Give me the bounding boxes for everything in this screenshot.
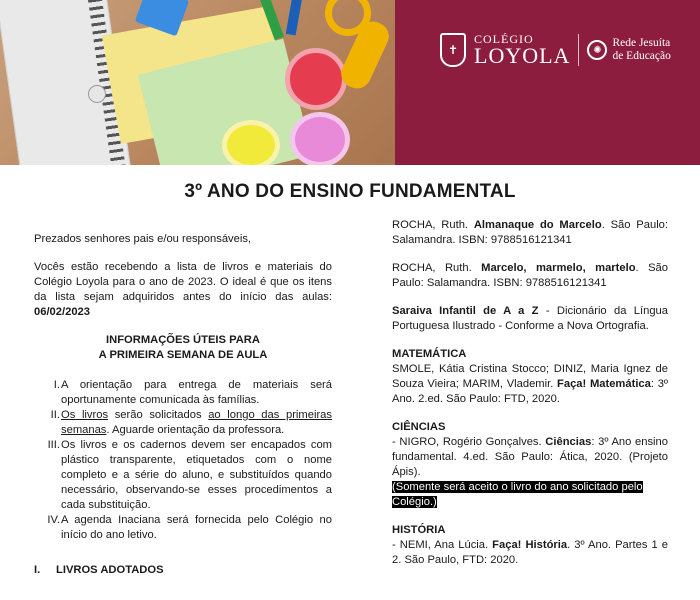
- book-entry: [392, 261, 668, 291]
- paint-pot-pink: [290, 112, 350, 165]
- book-details: . 3º Ano. Partes 1 e 2. São Paulo, FTD: 2020.: [392, 539, 668, 566]
- info-item: [34, 378, 332, 408]
- book-title: Saraiva Infantil de A a Z: [392, 305, 539, 317]
- highlighted-note: (Somente será aceito o livro do ano solicitado pelo Colégio.): [392, 481, 643, 508]
- school-logo: [440, 25, 671, 75]
- item-text-part: serão solicitados: [108, 409, 209, 421]
- book-entry: [392, 435, 668, 480]
- logo-divider: [578, 34, 579, 66]
- info-heading-1: INFORMAÇÕES ÚTEIS PARA: [106, 334, 260, 346]
- book-author: ROCHA, Ruth.: [392, 219, 474, 231]
- book-entry: [392, 218, 668, 248]
- book-author: - NIGRO, Rogério Gonçalves.: [392, 436, 546, 448]
- book-entry: [392, 538, 668, 568]
- left-column: [34, 232, 332, 578]
- book-details: . São Paulo: Salamandra. ISBN: 9788516121341: [392, 219, 669, 246]
- document-title: 3º ANO DO ENSINO FUNDAMENTAL: [184, 181, 516, 202]
- book-author: SMOLE, Kátia Cristina Stocco; DINIZ, Maria Ignez de Souza Vieira; MARIM, Vlademir.: [392, 363, 668, 390]
- book-title: Almanaque do Marcelo: [473, 219, 602, 231]
- info-heading-2: A PRIMEIRA SEMANA DE AULA: [98, 349, 268, 361]
- network-icon: ✺: [587, 40, 607, 60]
- book-entry: [392, 304, 668, 334]
- intro-text: Vocês estão recebendo a lista de livros e materiais do Colégio Loyola para o ano de 2023. O ideal é que os itens da lista sejam adquiridos antes do início das aulas:: [34, 261, 332, 303]
- math-heading: MATEMÁTICA: [392, 348, 467, 360]
- book-title: Ciências: [545, 436, 592, 448]
- college-name: [474, 33, 570, 67]
- book-details: : 3º Ano ensino fundamental. 4.ed. São Paulo: Ática, 2020. (Projeto Ápis).: [392, 436, 668, 478]
- item-text: A agenda Inaciana será fornecida pelo Colégio no início do ano letivo.: [61, 514, 332, 541]
- section-label: LIVROS ADOTADOS: [56, 564, 164, 576]
- network-line-2: de Educação: [612, 50, 671, 62]
- paint-pot-red: [285, 48, 347, 110]
- book-title: Marcelo, marmelo, martelo: [481, 262, 636, 274]
- science-heading: CIÊNCIAS: [392, 421, 446, 433]
- book-details: : 3º Ano. 2.ed. São Paulo: FTD, 2020.: [392, 378, 668, 405]
- item-number: II.: [50, 409, 60, 421]
- crest-icon: ✝: [440, 33, 466, 67]
- header-banner: [0, 0, 700, 165]
- logo-big-text: LOYOLA: [474, 43, 571, 68]
- books-section-heading: [34, 563, 332, 578]
- intro-date: 06/02/2023: [34, 306, 90, 318]
- books-underlined: Os livros: [61, 409, 109, 421]
- info-item: [34, 438, 332, 513]
- book-author: - NEMI, Ana Lúcia.: [392, 539, 493, 551]
- network-line-1: Rede Jesuíta: [612, 36, 671, 49]
- book-entry: [392, 362, 668, 407]
- weeks-underlined: ao longo das primeiras semanas: [61, 409, 332, 436]
- book-author: ROCHA, Ruth.: [392, 262, 482, 274]
- school-supplies-photo: [0, 0, 395, 165]
- book-title: Faça! História: [492, 539, 568, 551]
- logo-small-text: COLÉGIO: [474, 32, 534, 46]
- item-number: III.: [47, 439, 60, 451]
- item-text: [61, 408, 332, 438]
- pushpin-shape: [88, 85, 106, 103]
- network-name: [612, 37, 670, 63]
- section-number: I.: [34, 564, 41, 576]
- item-text: Os livros e os cadernos devem ser encapados com plástico transparente, etiquetados com o nome completo e a série do aluno, e substituídos quando necessário, observando-se esses procedimentos a cada substituição.: [61, 439, 332, 511]
- intro-paragraph: [34, 260, 332, 320]
- pencil-blue: [286, 0, 305, 35]
- greeting: Prezados senhores pais e/ou responsáveis,: [34, 233, 252, 245]
- item-number: IV.: [47, 514, 60, 526]
- book-title: Faça! Matemática: [557, 378, 651, 390]
- item-number: I.: [53, 379, 60, 391]
- science-note: [392, 480, 668, 510]
- info-item: [34, 513, 332, 543]
- right-column: [392, 218, 668, 568]
- info-item: [34, 408, 332, 438]
- item-text: A orientação para entrega de materiais será oportunamente comunicada às famílias.: [61, 379, 332, 406]
- book-details: - Dicionário da Língua Portuguesa Ilustrado - Conforme a Nova Ortografia.: [392, 305, 668, 332]
- history-heading: HISTÓRIA: [392, 524, 446, 536]
- paint-pot-yellow: [222, 120, 280, 165]
- book-details: . São Paulo: Salamandra. ISBN: 9788516121341: [392, 262, 668, 289]
- item-text-part: . Aguarde orientação da professora.: [106, 424, 285, 436]
